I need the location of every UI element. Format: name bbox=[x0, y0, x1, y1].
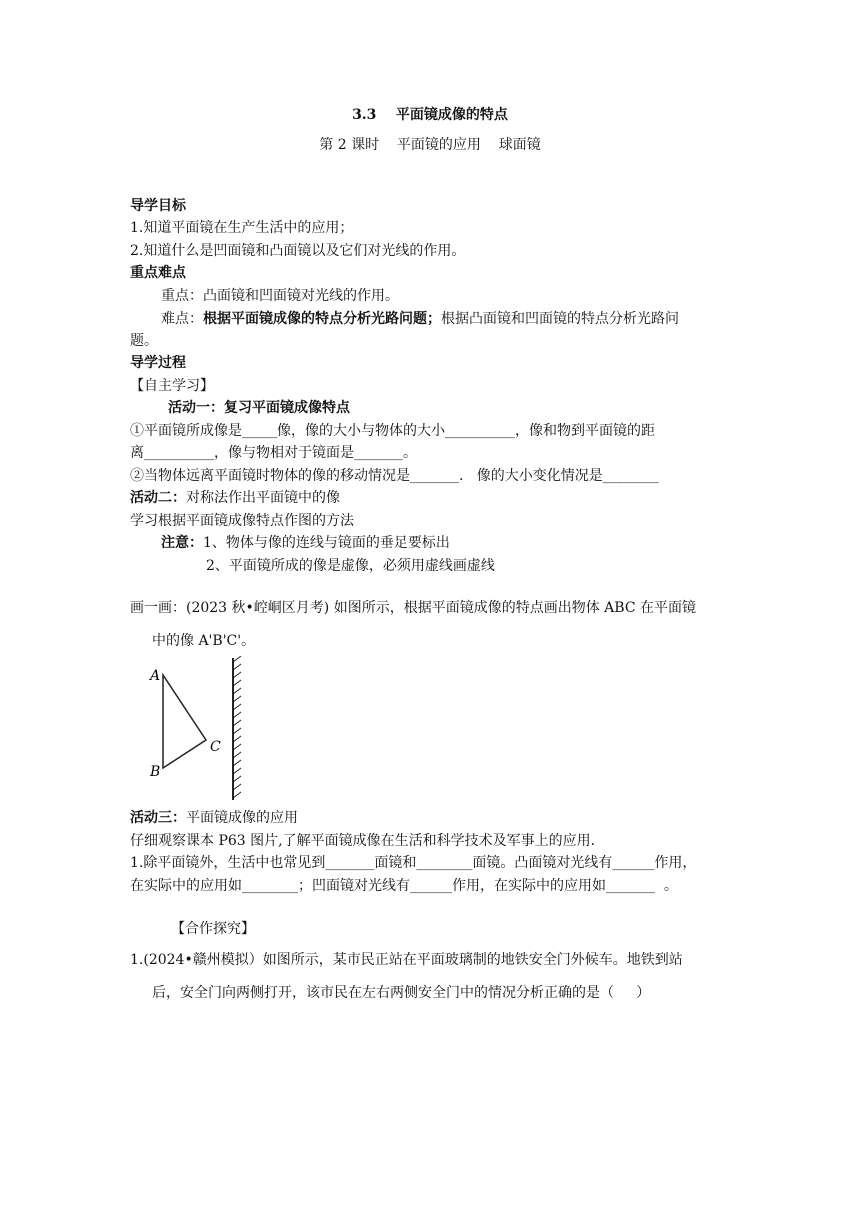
question-2: ②当物体远离平面镜时物体的像的移动情况是_______. 像的大小变化情况是________ bbox=[130, 468, 659, 484]
note-1 bbox=[161, 533, 450, 553]
self-study-heading: 【自主学习】 bbox=[130, 378, 214, 394]
application-line-1: 1.除平面镜外，生活中也常见到_______面镜和________面镜。凸面镜对光线有______作用， bbox=[130, 855, 697, 871]
page-title: 3.3 平面镜成像的特点 bbox=[352, 107, 508, 123]
exercise-1-line-1: 1.(2024•赣州模拟）如图所示，某市民正站在平面玻璃制的地铁安全门外候车。地铁到站 bbox=[130, 952, 683, 968]
goal-2: 2.知道什么是凹面镜和凸面镜以及它们对光线的作用。 bbox=[130, 243, 466, 259]
vertex-c-label: C bbox=[210, 739, 221, 755]
activity-3-text: 平面镜成像的应用 bbox=[186, 810, 298, 826]
observe-text: 仔细观察课本 P63 图片,了解平面镜成像在生活和科学技术及军事上的应用. bbox=[130, 833, 596, 849]
note-1-text: 1、物体与像的连线与镜面的垂足要标出 bbox=[203, 535, 450, 551]
question-1-line-2: 离__________，像与物相对于镜面是_______。 bbox=[130, 445, 417, 461]
draw-instruction-line-1: 画一画：(2023 秋•崆峒区月考) 如图所示，根据平面镜成像的特点画出物体 ABC 在平面镜 bbox=[130, 600, 696, 616]
application-line-2: 在实际中的应用如________；凹面镜对光线有______作用，在实际中的应用如_______ 。 bbox=[130, 878, 678, 894]
difficult-rest: 根据凸面镜和凹面镜的特点分析光路问 bbox=[441, 311, 679, 327]
vertex-a-label: A bbox=[150, 668, 161, 684]
goals-heading: 导学目标 bbox=[130, 198, 186, 214]
key-difficult bbox=[161, 309, 679, 329]
page-subtitle: 第 2 课时 平面镜的应用 球面镜 bbox=[319, 137, 541, 153]
learn-method: 学习根据平面镜成像特点作图的方法 bbox=[130, 513, 354, 529]
mirror-triangle-diagram bbox=[140, 656, 250, 802]
note-2: 2、平面镜所成的像是虚像，必须用虚线画虚线 bbox=[206, 558, 495, 574]
key-difficult-cont: 题。 bbox=[130, 333, 158, 349]
activity-2-text: 对称法作出平面镜中的像 bbox=[186, 490, 340, 506]
triangle-abc bbox=[163, 675, 206, 768]
difficult-label: 难点： bbox=[161, 311, 203, 327]
vertex-b-label: B bbox=[150, 764, 161, 780]
mirror-triangle-figure bbox=[140, 656, 250, 802]
question-1-line-1: ①平面镜所成像是_____像，像的大小与物体的大小__________，像和物到平面镜的距 bbox=[130, 423, 655, 439]
exercise-1-line-2: 后，安全门向两侧打开，该市民在左右两侧安全门中的情况分析正确的是（ ） bbox=[152, 985, 651, 1001]
process-heading: 导学过程 bbox=[130, 355, 186, 371]
activity-3-label: 活动三： bbox=[130, 810, 186, 826]
mirror-hatching bbox=[233, 656, 241, 798]
activity-1-heading: 活动一：复习平面镜成像特点 bbox=[168, 400, 350, 416]
keypoints-heading: 重点难点 bbox=[130, 265, 186, 281]
activity-2-heading bbox=[130, 488, 340, 508]
activity-3-heading bbox=[130, 808, 298, 828]
note-label: 注意： bbox=[161, 535, 203, 551]
difficult-bold: 根据平面镜成像的特点分析光路问题； bbox=[203, 311, 441, 327]
draw-instruction-line-2: 中的像 A'B'C'。 bbox=[152, 633, 256, 649]
activity-2-label: 活动二： bbox=[130, 490, 186, 506]
coop-heading: 【合作探究】 bbox=[171, 921, 255, 937]
goal-1: 1.知道平面镜在生产生活中的应用； bbox=[130, 220, 354, 236]
key-focus: 重点：凸面镜和凹面镜对光线的作用。 bbox=[161, 288, 399, 304]
